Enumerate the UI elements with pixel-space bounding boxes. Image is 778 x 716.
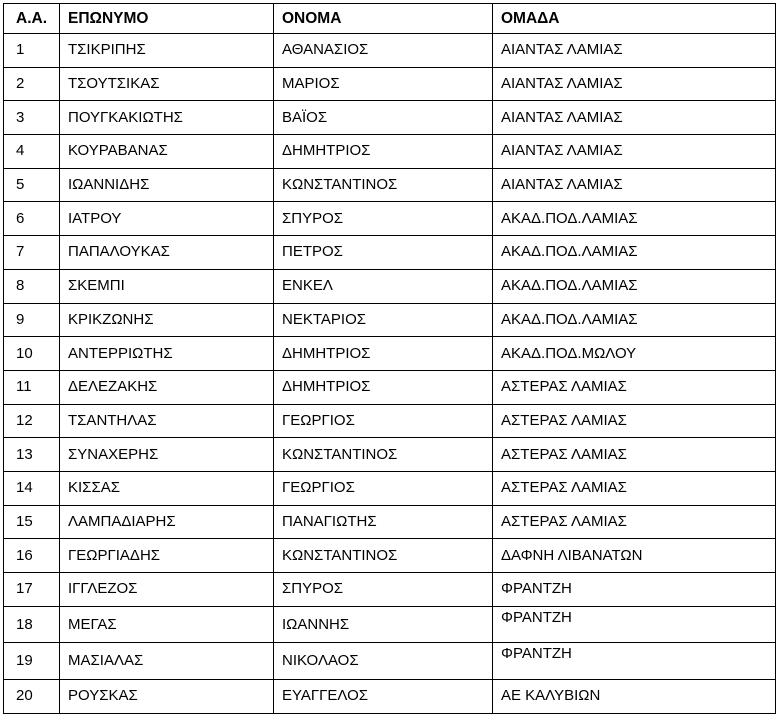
cell-number: 16: [4, 539, 60, 573]
cell-surname: ΙΓΓΛΕΖΟΣ: [60, 573, 274, 607]
header-row: [4, 4, 776, 34]
roster-body: [4, 34, 776, 714]
cell-number: 3: [4, 101, 60, 135]
cell-name: ΔΗΜΗΤΡΙΟΣ: [274, 337, 493, 371]
cell-team: ΑΣΤΕΡΑΣ ΛΑΜΙΑΣ: [493, 438, 776, 472]
cell-surname: ΙΑΤΡΟΥ: [60, 202, 274, 236]
cell-number: 4: [4, 135, 60, 169]
cell-name: ΝΕΚΤΑΡΙΟΣ: [274, 303, 493, 337]
cell-number: 1: [4, 34, 60, 68]
header-name: ΟΝΟΜΑ: [274, 4, 493, 34]
table-row: [4, 337, 776, 371]
cell-name: ΣΠΥΡΟΣ: [274, 202, 493, 236]
cell-team: ΔΑΦΝΗ ΛΙΒΑΝΑΤΩΝ: [493, 539, 776, 573]
cell-name: ΓΕΩΡΓΙΟΣ: [274, 404, 493, 438]
cell-number: 10: [4, 337, 60, 371]
table-row: [4, 202, 776, 236]
cell-name: ΚΩΝΣΤΑΝΤΙΝΟΣ: [274, 438, 493, 472]
cell-surname: ΣΥΝΑΧΕΡΗΣ: [60, 438, 274, 472]
cell-team: ΦΡΑΝΤΖΗ: [493, 606, 776, 643]
cell-surname: ΑΝΤΕΡΡΙΩΤΗΣ: [60, 337, 274, 371]
cell-number: 2: [4, 67, 60, 101]
cell-team: ΑΣΤΕΡΑΣ ΛΑΜΙΑΣ: [493, 370, 776, 404]
cell-team: ΑΕ ΚΑΛΥΒΙΩΝ: [493, 680, 776, 714]
cell-surname: ΡΟΥΣΚΑΣ: [60, 680, 274, 714]
table-row: [4, 370, 776, 404]
cell-surname: ΙΩΑΝΝΙΔΗΣ: [60, 168, 274, 202]
cell-team: ΑΣΤΕΡΑΣ ΛΑΜΙΑΣ: [493, 404, 776, 438]
cell-name: ΝΙΚΟΛΑΟΣ: [274, 643, 493, 680]
header-number: Α.Α.: [4, 4, 60, 34]
cell-number: 7: [4, 236, 60, 270]
table-row: [4, 67, 776, 101]
cell-team: ΑΚΑΔ.ΠΟΔ.ΜΩΛΟΥ: [493, 337, 776, 371]
cell-name: ΚΩΝΣΤΑΝΤΙΝΟΣ: [274, 168, 493, 202]
cell-surname: ΜΑΣΙΑΛΑΣ: [60, 643, 274, 680]
cell-surname: ΚΟΥΡΑΒΑΝΑΣ: [60, 135, 274, 169]
cell-team: ΑΚΑΔ.ΠΟΔ.ΛΑΜΙΑΣ: [493, 269, 776, 303]
cell-team: ΦΡΑΝΤΖΗ: [493, 573, 776, 607]
table-row: [4, 505, 776, 539]
cell-team: ΑΙΑΝΤΑΣ ΛΑΜΙΑΣ: [493, 168, 776, 202]
cell-number: 5: [4, 168, 60, 202]
cell-surname: ΤΣΑΝΤΗΛΑΣ: [60, 404, 274, 438]
cell-team: ΑΙΑΝΤΑΣ ΛΑΜΙΑΣ: [493, 34, 776, 68]
table-row: [4, 236, 776, 270]
cell-team: ΑΙΑΝΤΑΣ ΛΑΜΙΑΣ: [493, 67, 776, 101]
cell-number: 17: [4, 573, 60, 607]
cell-surname: ΤΣΟΥΤΣΙΚΑΣ: [60, 67, 274, 101]
cell-team: ΑΙΑΝΤΑΣ ΛΑΜΙΑΣ: [493, 101, 776, 135]
cell-surname: ΚΡΙΚΖΩΝΗΣ: [60, 303, 274, 337]
cell-team: ΑΣΤΕΡΑΣ ΛΑΜΙΑΣ: [493, 471, 776, 505]
cell-team: ΑΚΑΔ.ΠΟΔ.ΛΑΜΙΑΣ: [493, 202, 776, 236]
cell-number: 6: [4, 202, 60, 236]
cell-name: ΠΕΤΡΟΣ: [274, 236, 493, 270]
cell-number: 11: [4, 370, 60, 404]
table-row: [4, 606, 776, 643]
table-row: [4, 34, 776, 68]
cell-name: ΣΠΥΡΟΣ: [274, 573, 493, 607]
table-row: [4, 680, 776, 714]
cell-team: ΑΣΤΕΡΑΣ ΛΑΜΙΑΣ: [493, 505, 776, 539]
cell-number: 19: [4, 643, 60, 680]
cell-name: ΑΘΑΝΑΣΙΟΣ: [274, 34, 493, 68]
table-row: [4, 573, 776, 607]
cell-number: 13: [4, 438, 60, 472]
cell-surname: ΠΑΠΑΛΟΥΚΑΣ: [60, 236, 274, 270]
header-team: ΟΜΑΔΑ: [493, 4, 776, 34]
cell-surname: ΓΕΩΡΓΙΑΔΗΣ: [60, 539, 274, 573]
cell-surname: ΣΚΕΜΠΙ: [60, 269, 274, 303]
cell-surname: ΔΕΛΕΖΑΚΗΣ: [60, 370, 274, 404]
table-row: [4, 135, 776, 169]
cell-name: ΜΑΡΙΟΣ: [274, 67, 493, 101]
cell-number: 20: [4, 680, 60, 714]
cell-name: ΙΩΑΝΝΗΣ: [274, 606, 493, 643]
cell-name: ΔΗΜΗΤΡΙΟΣ: [274, 370, 493, 404]
cell-name: ΔΗΜΗΤΡΙΟΣ: [274, 135, 493, 169]
cell-number: 15: [4, 505, 60, 539]
table-row: [4, 101, 776, 135]
table-row: [4, 404, 776, 438]
cell-team: ΑΙΑΝΤΑΣ ΛΑΜΙΑΣ: [493, 135, 776, 169]
table-row: [4, 168, 776, 202]
cell-name: ΕΥΑΓΓΕΛΟΣ: [274, 680, 493, 714]
cell-name: ΕΝΚΕΛ: [274, 269, 493, 303]
cell-surname: ΠΟΥΓΚΑΚΙΩΤΗΣ: [60, 101, 274, 135]
cell-surname: ΚΙΣΣΑΣ: [60, 471, 274, 505]
cell-team: ΑΚΑΔ.ΠΟΔ.ΛΑΜΙΑΣ: [493, 236, 776, 270]
cell-team: ΦΡΑΝΤΖΗ: [493, 643, 776, 680]
cell-number: 12: [4, 404, 60, 438]
cell-surname: ΛΑΜΠΑΔΙΑΡΗΣ: [60, 505, 274, 539]
cell-name: ΚΩΝΣΤΑΝΤΙΝΟΣ: [274, 539, 493, 573]
cell-surname: ΜΕΓΑΣ: [60, 606, 274, 643]
table-row: [4, 539, 776, 573]
table-row: [4, 438, 776, 472]
cell-number: 14: [4, 471, 60, 505]
cell-name: ΓΕΩΡΓΙΟΣ: [274, 471, 493, 505]
roster-table: [3, 3, 776, 714]
cell-number: 18: [4, 606, 60, 643]
table-row: [4, 303, 776, 337]
cell-name: ΒΑΪΟΣ: [274, 101, 493, 135]
table-row: [4, 269, 776, 303]
cell-number: 9: [4, 303, 60, 337]
table-row: [4, 471, 776, 505]
cell-name: ΠΑΝΑΓΙΩΤΗΣ: [274, 505, 493, 539]
cell-team: ΑΚΑΔ.ΠΟΔ.ΛΑΜΙΑΣ: [493, 303, 776, 337]
table-row: [4, 643, 776, 680]
header-surname: ΕΠΩΝΥΜΟ: [60, 4, 274, 34]
cell-number: 8: [4, 269, 60, 303]
cell-surname: ΤΣΙΚΡΙΠΗΣ: [60, 34, 274, 68]
